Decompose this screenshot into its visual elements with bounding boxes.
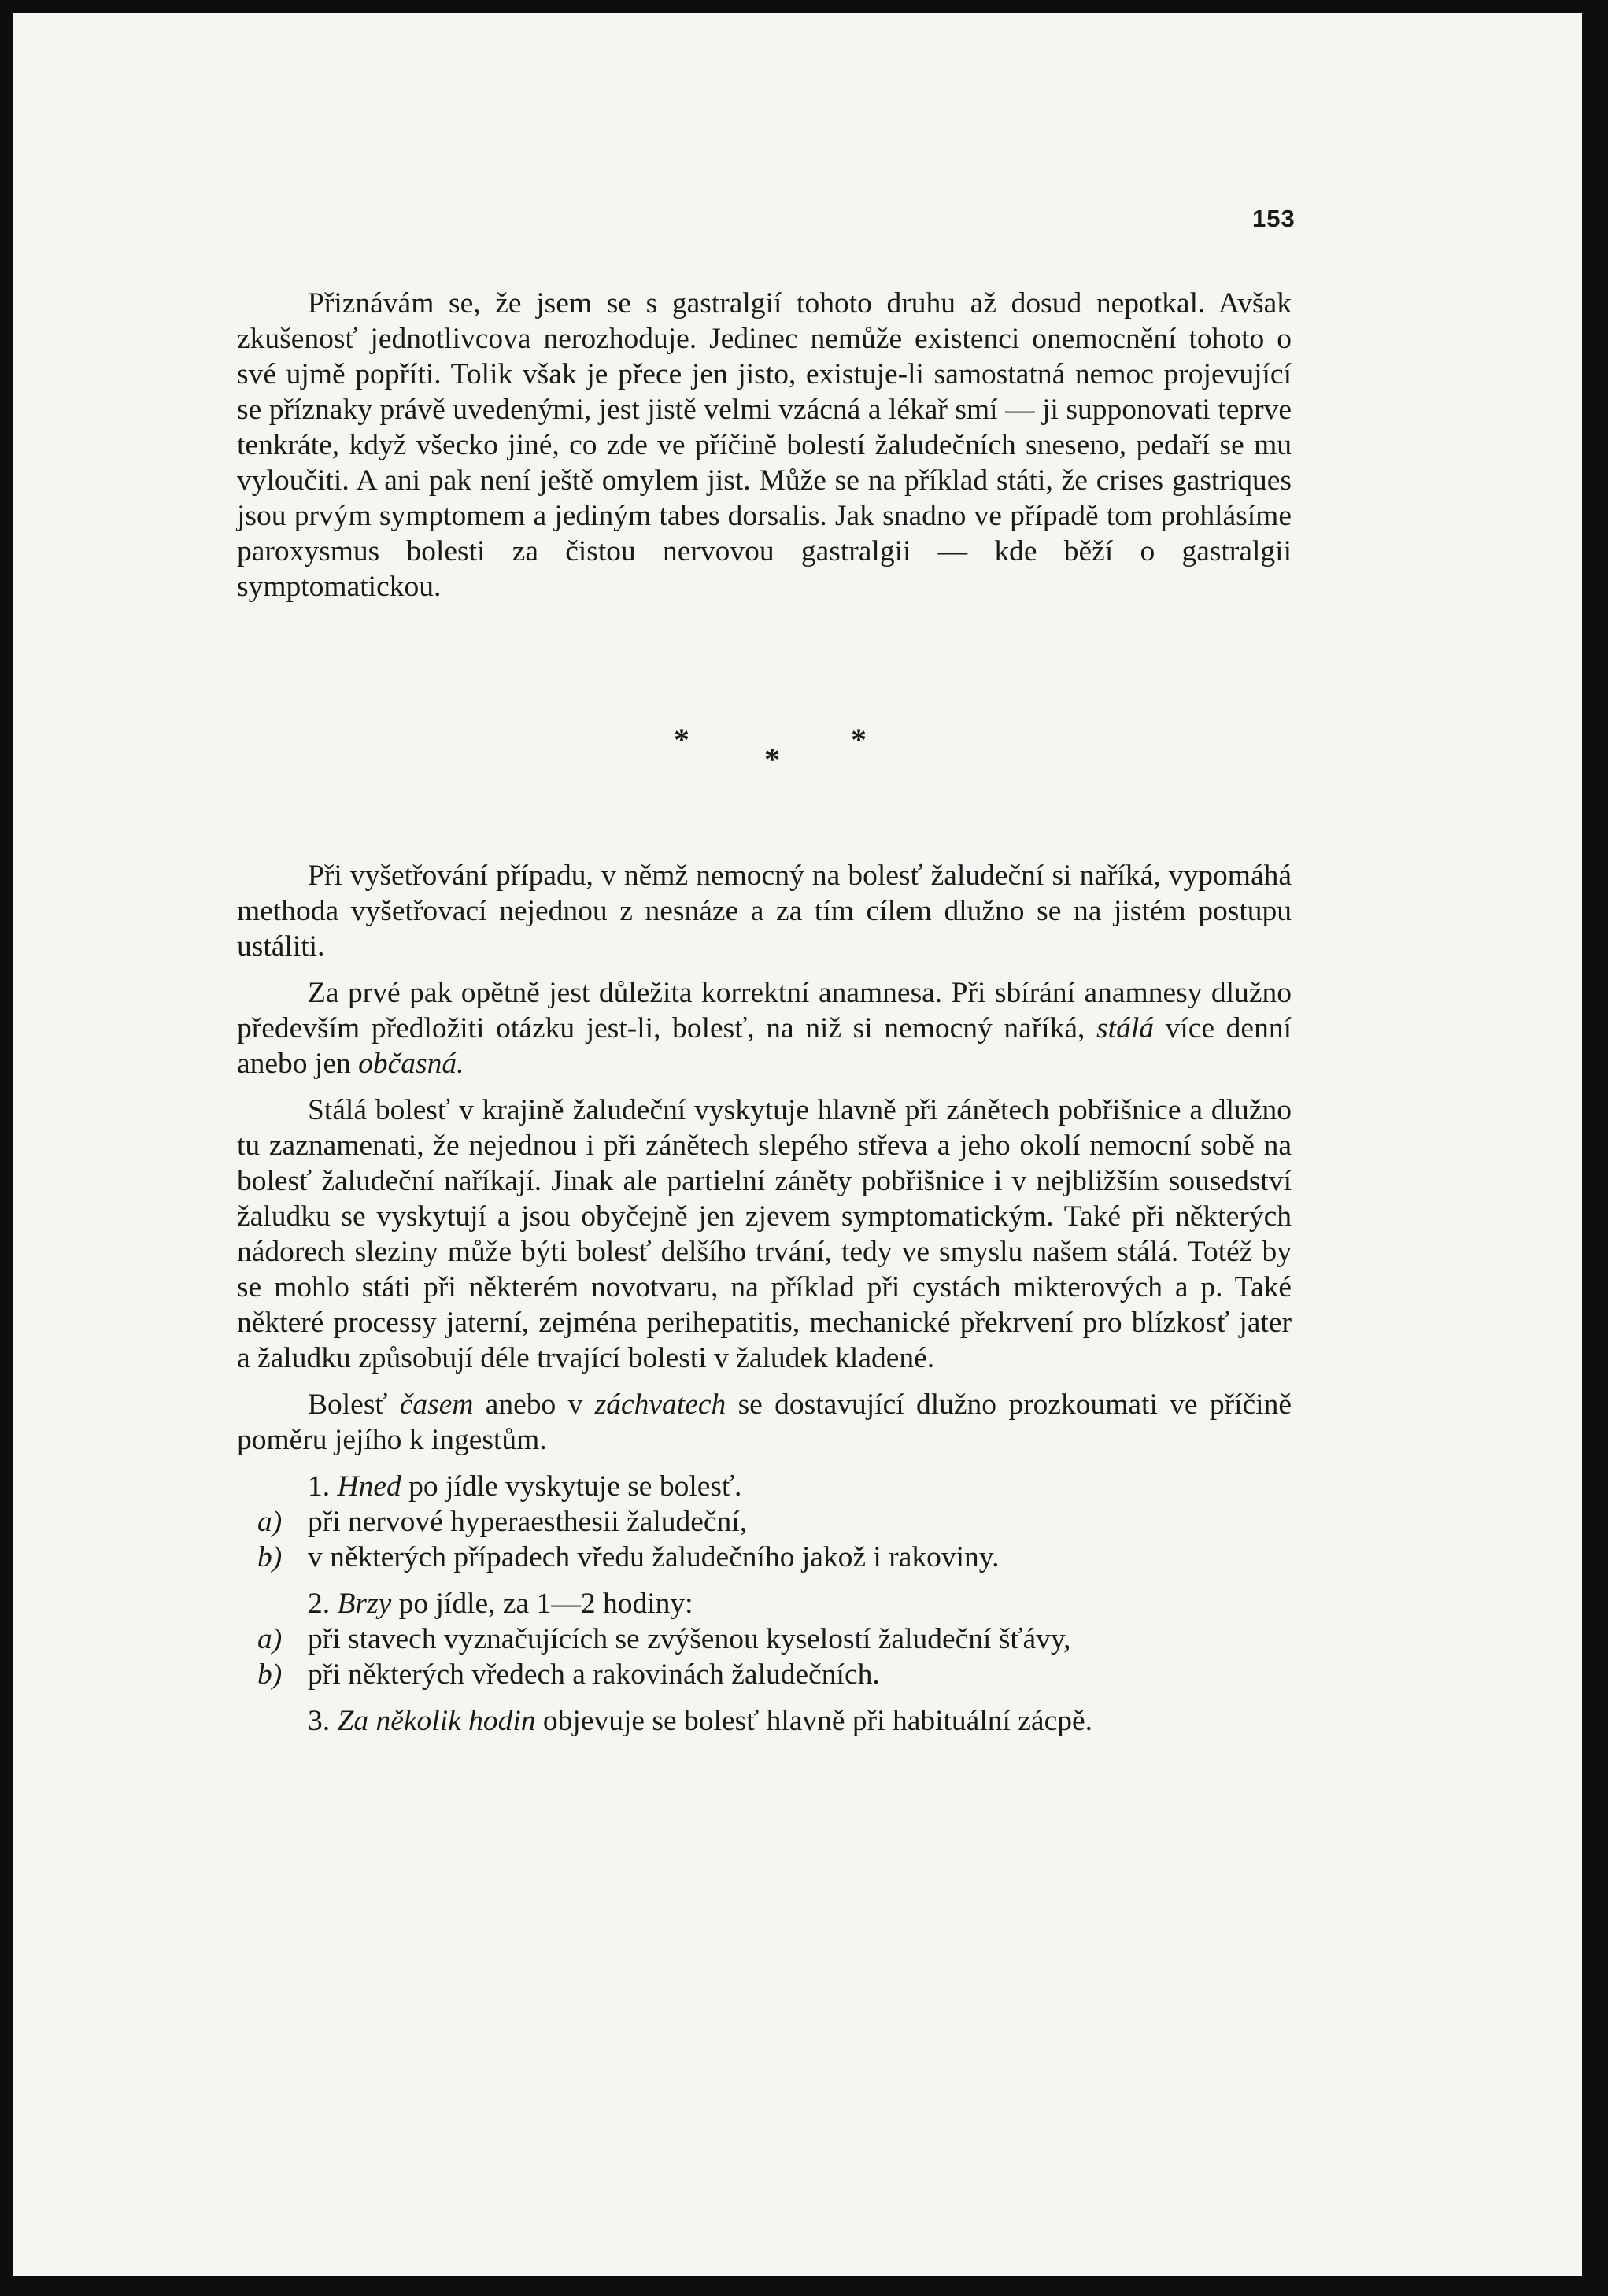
numbered-list-item-2 (237, 1586, 1292, 1692)
page-number: 153 (1252, 205, 1296, 232)
section-1 (237, 286, 1292, 605)
asterisk-icon: * (851, 722, 867, 757)
sub-list-item: b) v některých případech vředu žaludečního jakož i rakoviny. (257, 1541, 1000, 1573)
emphasis: záchvatech (594, 1388, 726, 1421)
numbered-list-item-3 (237, 1703, 1292, 1739)
emphasis: Za několik hodin (337, 1705, 536, 1737)
sub-list-item: a) při nervové hyperaesthesii žaludeční, (257, 1506, 748, 1538)
list-item: 2. Brzy po jídle, za 1—2 hodiny: (308, 1588, 693, 1620)
sub-list-item: a) při stavech vyznačujících se zvýšenou kyselostí žaludeční šťávy, (257, 1623, 1071, 1655)
paragraph: Za prvé pak opětně jest důležita korrektní anamnesa. Při sbírání anamnesy dlužno především předložiti otázku jest-li, bolesť, na niž si nemocný naříká, stálá více denní anebo jen občasná. (237, 977, 1292, 1080)
numbered-list-item-1 (237, 1469, 1292, 1575)
list-item: 3. Za několik hodin objevuje se bolesť hlavně při habituální zácpě. (308, 1705, 1092, 1737)
section-2 (237, 858, 1292, 1739)
asterisk-icon: * (674, 722, 689, 757)
emphasis: stálá (1096, 1012, 1154, 1044)
list-letter: b) (257, 1658, 283, 1691)
emphasis: občasná. (358, 1048, 464, 1080)
emphasis: Brzy (337, 1588, 392, 1620)
list-letter: b) (257, 1541, 283, 1573)
list-letter: a) (257, 1506, 283, 1538)
paragraph: Při vyšetřování případu, v němž nemocný na bolesť žaludeční si naříká, vypomáhá methoda vyšetřovací nejednou z nesnáze a za tím cílem dlužno se na jistém postupu ustáliti. (237, 860, 1292, 963)
list-letter: a) (257, 1623, 283, 1655)
document-page (13, 13, 1582, 2276)
sub-list-item: b) při některých vředech a rakovinách žaludečních. (257, 1658, 880, 1691)
emphasis: časem (399, 1388, 474, 1421)
paragraph: Stálá bolesť v krajině žaludeční vyskytuje hlavně při zánětech pobřišnice a dlužno tu zaznamenati, že nejednou i při zánětech slepého střeva a jeho okolí nemocní sobě na bolesť žaludeční naříkají. Jinak ale partielní záněty pobřišnice i v nejbližším sousedství žaludku se vyskytují a jsou obyčejně jen zjevem symptomatickým. Také při některých nádorech sleziny může býti bolesť delšího trvání, tedy ve smyslu našem stálá. Totéž by se mohlo státi při některém novotvaru, na příklad při cystách mikterových a p. Také některé processy jaterní, zejména perihepatitis, mechanické překrvení pro blízkosť jater a žaludku způsobují déle trvající bolesti v žaludek kladené. (237, 1094, 1292, 1374)
section-separator (658, 721, 878, 776)
asterisk-icon: * (764, 741, 780, 777)
emphasis: Hned (337, 1470, 401, 1503)
paragraph: Bolesť časem anebo v záchvatech se dostavující dlužno prozkoumati ve příčině poměru jejího k ingestům. (237, 1388, 1292, 1456)
list-item: 1. Hned po jídle vyskytuje se bolesť. (308, 1470, 742, 1503)
paragraph: Přiznávám se, že jsem se s gastralgií tohoto druhu až dosud nepotkal. Avšak zkušenosť jednotlivcova nerozhoduje. Jedinec nemůže existenci onemocnění tohoto o své ujmě popříti. Tolik však je přece jen jisto, existuje-li samostatná nemoc projevující se příznaky právě uvedenými, jest jistě velmi vzácná a lékař smí — ji supponovati teprve tenkráte, když všecko jiné, co zde ve příčině bolestí žaludečních sneseno, pedaří se mu vyloučiti. A ani pak není ještě omylem jist. Může se na příklad státi, že crises gastriques jsou prvým symptomem a jediným tabes dorsalis. Jak snadno ve případě tom prohlásíme paroxysmus bolesti za čistou nervovou gastralgii — kde běží o gastralgii symptomatickou. (237, 287, 1292, 603)
